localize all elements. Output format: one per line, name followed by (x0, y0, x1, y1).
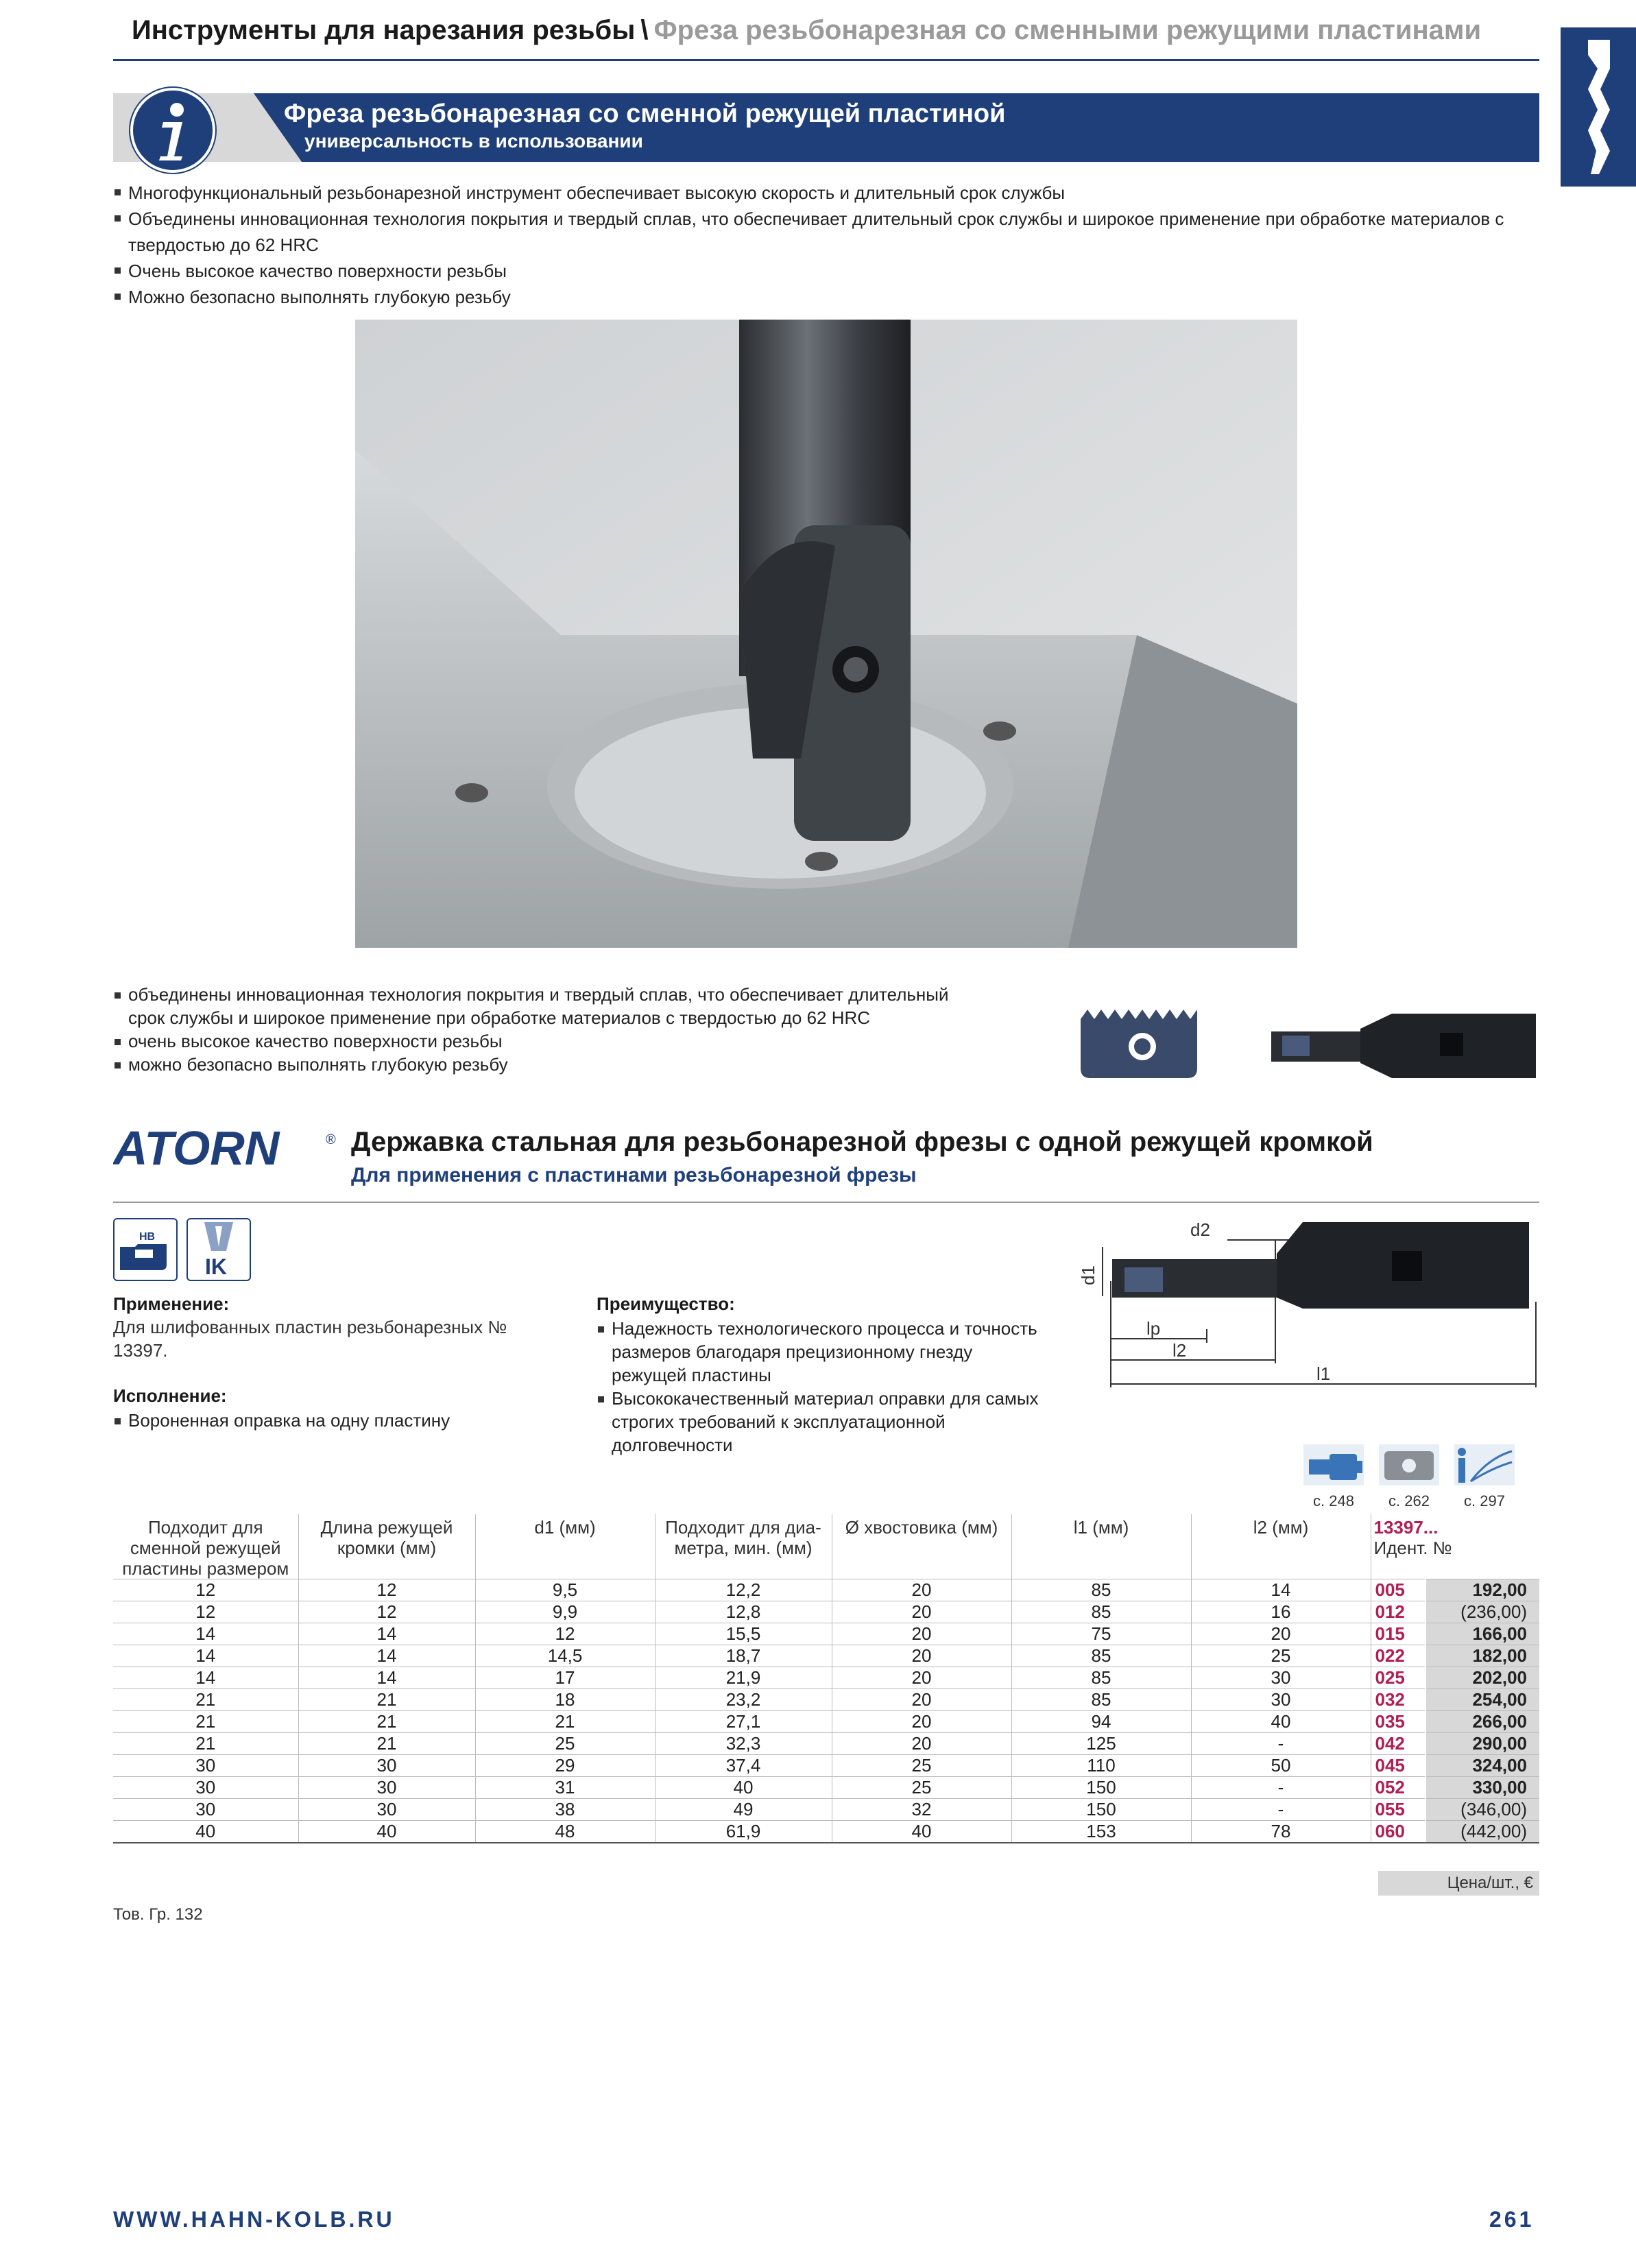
table-cell: 75 (1011, 1623, 1191, 1645)
list-item: Можно безопасно выполнять глубокую резьбу (113, 284, 1539, 310)
article-number[interactable]: 015 (1371, 1623, 1426, 1645)
table-cell: 21 (298, 1733, 475, 1755)
table-cell: 40 (298, 1821, 475, 1843)
table-cell: 31 (475, 1777, 655, 1799)
table-cell: 12 (113, 1579, 298, 1601)
header-separator: \ (640, 15, 649, 45)
list-item: Объединены инновационная технология покрытия и твердый сплав, что обеспечивает длительный срок службы и широкое применение при обработке материалов с твердостью до 62 HRC (113, 206, 1539, 258)
application-text: Для шлифованных пластин резьбонарезных № 13397. (113, 1317, 507, 1361)
table-cell: 49 (655, 1799, 832, 1821)
header-rule (113, 59, 1539, 61)
col-header: d1 (мм) (475, 1514, 655, 1579)
table-cell: 21 (113, 1733, 298, 1755)
table-cell: - (1191, 1733, 1371, 1755)
atorn-logo (113, 1125, 339, 1173)
dim-lp-label: lp (1146, 1318, 1161, 1339)
article-number[interactable]: 025 (1371, 1667, 1426, 1689)
article-number[interactable]: 060 (1371, 1821, 1426, 1843)
svg-text:IK: IK (205, 1254, 227, 1279)
article-number[interactable]: 032 (1371, 1689, 1426, 1711)
info-banner-title: Фреза резьбонарезная со сменной режущей пластиной (284, 99, 1006, 128)
info-icon (130, 88, 215, 173)
drill-icon (1561, 27, 1636, 187)
ref-page-insert: с. 262 (1388, 1492, 1430, 1509)
page-number: 261 (1489, 2207, 1535, 2232)
table-cell: 20 (832, 1623, 1011, 1645)
col-header: Длина режущей кромки (мм) (298, 1514, 475, 1579)
product-subtitle: Для применения с пластинами резьбонарезной фрезы (351, 1164, 917, 1186)
list-item: очень высокое качество поверхности резьбы (113, 1029, 984, 1053)
article-number[interactable]: 035 (1371, 1711, 1426, 1733)
insert-feature-list (113, 983, 984, 1076)
section-divider (113, 1202, 1539, 1203)
table-cell: 12 (113, 1601, 298, 1623)
table-cell: 30 (298, 1799, 475, 1821)
table-row (113, 1711, 1539, 1733)
table-cell: 40 (113, 1821, 298, 1843)
table-row (113, 1755, 1539, 1777)
holder-icon (1303, 1444, 1364, 1485)
price-cell: (236,00) (1426, 1601, 1539, 1623)
table-cell: 14 (113, 1623, 298, 1645)
table-cell: 21 (298, 1689, 475, 1711)
execution-heading: Исполнение: (113, 1385, 227, 1406)
dim-l1-label: l1 (1316, 1363, 1331, 1384)
price-cell: 324,00 (1426, 1755, 1539, 1777)
table-cell: 30 (1191, 1667, 1371, 1689)
advantage-heading: Преимущество: (597, 1293, 735, 1314)
table-cell: 94 (1011, 1711, 1191, 1733)
table-cell: 12 (475, 1623, 655, 1645)
table-cell: 38 (475, 1799, 655, 1821)
article-number[interactable]: 022 (1371, 1645, 1426, 1667)
table-cell: 12,8 (655, 1601, 832, 1623)
table-cell: 85 (1011, 1645, 1191, 1667)
table-cell: 14 (113, 1645, 298, 1667)
reference-icons (1299, 1444, 1532, 1510)
table-cell: - (1191, 1777, 1371, 1799)
table-cell: 29 (475, 1755, 655, 1777)
table-cell: 23,2 (655, 1689, 832, 1711)
table-cell: 48 (475, 1821, 655, 1843)
dim-l2-label: l2 (1172, 1340, 1187, 1361)
table-cell: 25 (832, 1755, 1011, 1777)
table-cell: 27,1 (655, 1711, 832, 1733)
table-row (113, 1821, 1539, 1843)
table-cell: 85 (1011, 1579, 1191, 1601)
execution-list (113, 1409, 566, 1432)
col-header: l1 (мм) (1011, 1514, 1191, 1579)
hb-shank-icon (113, 1218, 178, 1281)
table-cell: 25 (475, 1733, 655, 1755)
article-number[interactable]: 045 (1371, 1755, 1426, 1777)
price-label: Цена/шт., € (1447, 1874, 1533, 1892)
table-row (113, 1579, 1539, 1601)
table-cell: 12,2 (655, 1579, 832, 1601)
dim-d2-label: d2 (1190, 1219, 1210, 1240)
price-cell: 266,00 (1426, 1711, 1539, 1733)
price-cell: 202,00 (1426, 1667, 1539, 1689)
table-cell: 14 (298, 1645, 475, 1667)
article-number[interactable]: 012 (1371, 1601, 1426, 1623)
page-header-title (132, 15, 1481, 46)
price-cell: 192,00 (1426, 1579, 1539, 1601)
table-cell: 14,5 (475, 1645, 655, 1667)
header-category: Инструменты для нарезания резьбы (132, 15, 636, 45)
table-cell: 12 (298, 1579, 475, 1601)
table-cell: 21 (475, 1711, 655, 1733)
table-cell: 30 (1191, 1689, 1371, 1711)
table-cell: 40 (655, 1777, 832, 1799)
table-cell: 110 (1011, 1755, 1191, 1777)
info-chart-icon (1454, 1444, 1515, 1485)
table-row (113, 1777, 1539, 1799)
product-photo (355, 320, 1297, 948)
table-cell: 20 (832, 1667, 1011, 1689)
table-cell: 20 (1191, 1623, 1371, 1645)
table-cell: 50 (1191, 1755, 1371, 1777)
table-cell: 15,5 (655, 1623, 832, 1645)
table-cell: 20 (832, 1733, 1011, 1755)
table-cell: 9,9 (475, 1601, 655, 1623)
col-header: Подходит для диа-метра, мин. (мм) (655, 1514, 832, 1579)
table-cell: 17 (475, 1667, 655, 1689)
table-cell: 30 (113, 1777, 298, 1799)
article-number[interactable]: 042 (1371, 1733, 1426, 1755)
table-cell: 150 (1011, 1799, 1191, 1821)
price-cell: 182,00 (1426, 1645, 1539, 1667)
price-cell: (346,00) (1426, 1799, 1539, 1821)
holder-image (1268, 1008, 1539, 1084)
table-cell: 12 (298, 1601, 475, 1623)
article-number[interactable]: 055 (1371, 1799, 1426, 1821)
table-cell: 85 (1011, 1667, 1191, 1689)
table-cell: 78 (1191, 1821, 1371, 1843)
table-cell: 85 (1011, 1601, 1191, 1623)
table-cell: 14 (113, 1667, 298, 1689)
brand-text: ATORN (113, 1125, 280, 1173)
table-cell: 30 (298, 1755, 475, 1777)
table-cell: 20 (832, 1689, 1011, 1711)
table-cell: 30 (113, 1799, 298, 1821)
table-cell: 150 (1011, 1777, 1191, 1799)
list-item: объединены инновационная технология покрытия и твердый сплав, что обеспечивает длительный срок службы и широкое применение при обработке материалов с твердостью до 62 HRC (113, 983, 984, 1029)
ref-page-holder: с. 248 (1313, 1492, 1354, 1509)
list-item: Высококачественный материал оправки для самых строгих требований к эксплуатационной долговечности (597, 1387, 1049, 1457)
internal-coolant-icon (187, 1218, 251, 1281)
price-cell: 254,00 (1426, 1689, 1539, 1711)
table-cell: 20 (832, 1645, 1011, 1667)
svg-text:HB: HB (139, 1231, 156, 1243)
table-cell: 9,5 (475, 1579, 655, 1601)
article-code: 13397... (1373, 1517, 1439, 1538)
header-subcategory: Фреза резьбонарезная со сменными режущими пластинами (653, 15, 1482, 45)
table-cell: 40 (832, 1821, 1011, 1843)
table-row (113, 1689, 1539, 1711)
list-item: Надежность технологического процесса и точность размеров благодаря прецизионному гнезду режущей пластины (597, 1317, 1049, 1387)
col-header: Подходит для сменной режущей пластины размером (113, 1514, 298, 1579)
table-cell: 18,7 (655, 1645, 832, 1667)
table-cell: 21 (113, 1711, 298, 1733)
article-label: Идент. № (1373, 1538, 1452, 1558)
section-tab (1561, 27, 1636, 187)
footer-url[interactable]: WWW.HAHN-KOLB.RU (113, 2207, 395, 2232)
table-cell: 14 (1191, 1579, 1371, 1601)
table-cell: 25 (832, 1777, 1011, 1799)
table-cell: 40 (1191, 1711, 1371, 1733)
table-cell: 32 (832, 1799, 1011, 1821)
table-cell: 153 (1011, 1821, 1191, 1843)
table-cell: 30 (298, 1777, 475, 1799)
list-item: Вороненная оправка на одну пластину (113, 1409, 566, 1432)
product-title: Державка стальная для резьбонарезной фрезы с одной режущей кромкой (351, 1127, 1373, 1157)
table-cell: 21 (298, 1711, 475, 1733)
table-row (113, 1667, 1539, 1689)
list-item: Многофункциональный резьбонарезной инструмент обеспечивает высокую скорость и длительный срок службы (113, 180, 1539, 206)
table-row (113, 1623, 1539, 1645)
dim-d1-label: d1 (1078, 1265, 1098, 1285)
svg-text:®: ® (326, 1132, 336, 1147)
list-item: Очень высокое качество поверхности резьбы (113, 258, 1539, 284)
table-row (113, 1601, 1539, 1623)
info-banner-subtitle: универсальность в использовании (304, 130, 643, 152)
table-row (113, 1645, 1539, 1667)
table-cell: 14 (298, 1623, 475, 1645)
application-heading: Применение: (113, 1293, 230, 1314)
dimension-diagram (1070, 1213, 1543, 1391)
col-header: l2 (мм) (1191, 1514, 1371, 1579)
table-cell: 20 (832, 1579, 1011, 1601)
insert-image (1074, 1007, 1204, 1082)
table-cell: 18 (475, 1689, 655, 1711)
table-cell: - (1191, 1799, 1371, 1821)
table-row (113, 1733, 1539, 1755)
advantage-list (597, 1317, 1049, 1457)
table-cell: 125 (1011, 1733, 1191, 1755)
table-body (113, 1579, 1539, 1843)
article-number[interactable]: 052 (1371, 1777, 1426, 1799)
table-cell: 14 (298, 1667, 475, 1689)
table-cell: 25 (1191, 1645, 1371, 1667)
article-header (1371, 1514, 1539, 1579)
table-cell: 30 (113, 1755, 298, 1777)
product-table (113, 1514, 1539, 1843)
article-number[interactable]: 005 (1371, 1579, 1426, 1601)
table-cell: 20 (832, 1711, 1011, 1733)
table-cell: 37,4 (655, 1755, 832, 1777)
price-cell: 166,00 (1426, 1623, 1539, 1645)
table-cell: 21,9 (655, 1667, 832, 1689)
table-cell: 32,3 (655, 1733, 832, 1755)
table-cell: 61,9 (655, 1821, 832, 1843)
table-cell: 85 (1011, 1689, 1191, 1711)
table-row (113, 1799, 1539, 1821)
feature-list (113, 180, 1539, 310)
price-cell: 330,00 (1426, 1777, 1539, 1799)
table-cell: 21 (113, 1689, 298, 1711)
table-cell: 20 (832, 1601, 1011, 1623)
ref-page-info: с. 297 (1464, 1492, 1505, 1509)
table-cell: 16 (1191, 1601, 1371, 1623)
price-cell: 290,00 (1426, 1733, 1539, 1755)
col-header: Ø хвостовика (мм) (832, 1514, 1011, 1579)
list-item: можно безопасно выполнять глубокую резьбу (113, 1053, 984, 1076)
price-cell: (442,00) (1426, 1821, 1539, 1843)
product-group: Тов. Гр. 132 (113, 1905, 203, 1924)
insert-icon (1379, 1444, 1439, 1485)
